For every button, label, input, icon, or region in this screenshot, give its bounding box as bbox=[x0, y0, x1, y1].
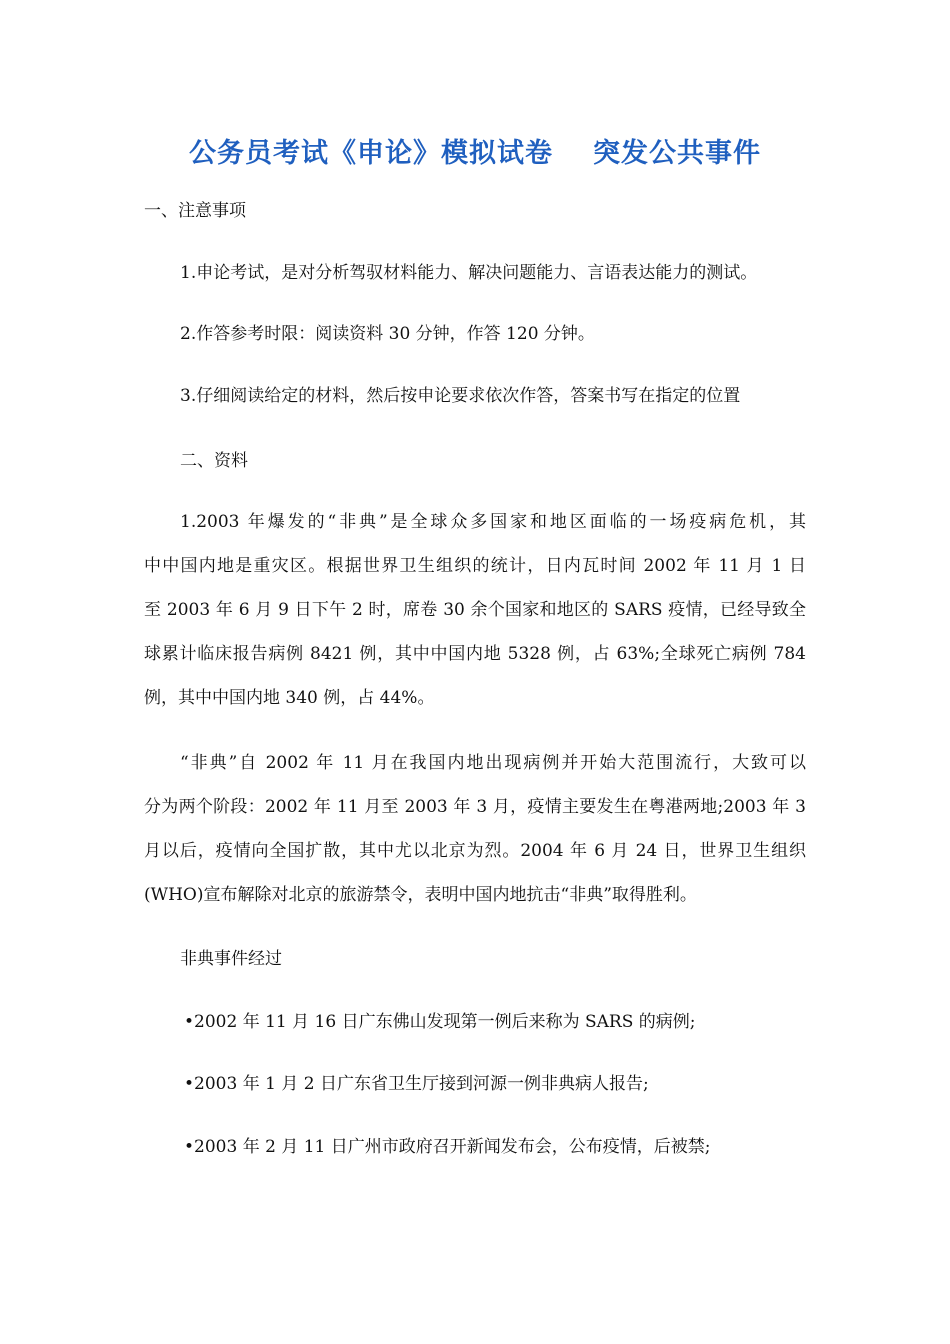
events-heading: 非典事件经过 bbox=[180, 949, 282, 969]
paragraph-2-line: 月以后，疫情向全国扩散，其中尤以北京为烈。2004 年 6 月 24 日，世界卫生组织 bbox=[144, 841, 806, 861]
paragraph-1-line: 1.2003 年爆发的“非典”是全球众多国家和地区面临的一场疫病危机，其 bbox=[180, 512, 806, 532]
notice-item-3: 3.仔细阅读给定的材料，然后按申论要求依次作答，答案书写在指定的位置 bbox=[180, 386, 741, 406]
title-part-1: 公务员考试《申论》模拟试卷 bbox=[189, 138, 553, 169]
title-part-2: 突发公共事件 bbox=[593, 138, 761, 169]
paragraph-1-line: 例，其中中国内地 340 例，占 44%。 bbox=[144, 688, 435, 708]
document-title bbox=[0, 131, 950, 170]
paragraph-1-line: 至 2003 年 6 月 9 日下午 2 时，席卷 30 余个国家和地区的 SARS 疫情，已经导致全 bbox=[144, 600, 806, 620]
event-item-3: •2003 年 2 月 11 日广州市政府召开新闻发布会，公布疫情，后被禁; bbox=[184, 1137, 711, 1157]
event-item-1: •2002 年 11 月 16 日广东佛山发现第一例后来称为 SARS 的病例; bbox=[184, 1012, 696, 1032]
paragraph-1-line: 中中国内地是重灾区。根据世界卫生组织的统计，日内瓦时间 2002 年 11 月 1 日 bbox=[144, 556, 806, 576]
notice-item-2: 2.作答参考时限：阅读资料 30 分钟，作答 120 分钟。 bbox=[180, 324, 595, 344]
paragraph-2-line: 分为两个阶段：2002 年 11 月至 2003 年 3 月，疫情主要发生在粤港两地;2003 年 3 bbox=[144, 797, 806, 817]
event-item-2: •2003 年 1 月 2 日广东省卫生厅接到河源一例非典病人报告; bbox=[184, 1074, 649, 1094]
section-2-heading: 二、资料 bbox=[180, 451, 248, 471]
paragraph-2-line: (WHO)宣布解除对北京的旅游禁令，表明中国内地抗击“非典”取得胜利。 bbox=[144, 885, 697, 905]
section-1-heading: 一、注意事项 bbox=[144, 201, 246, 221]
paragraph-2-line: “非典”自 2002 年 11 月在我国内地出现病例并开始大范围流行，大致可以 bbox=[180, 753, 806, 773]
notice-item-1: 1.申论考试，是对分析驾驭材料能力、解决问题能力、言语表达能力的测试。 bbox=[180, 263, 758, 283]
paragraph-1-line: 球累计临床报告病例 8421 例，其中中国内地 5328 例，占 63%;全球死亡病例 784 bbox=[144, 644, 806, 664]
